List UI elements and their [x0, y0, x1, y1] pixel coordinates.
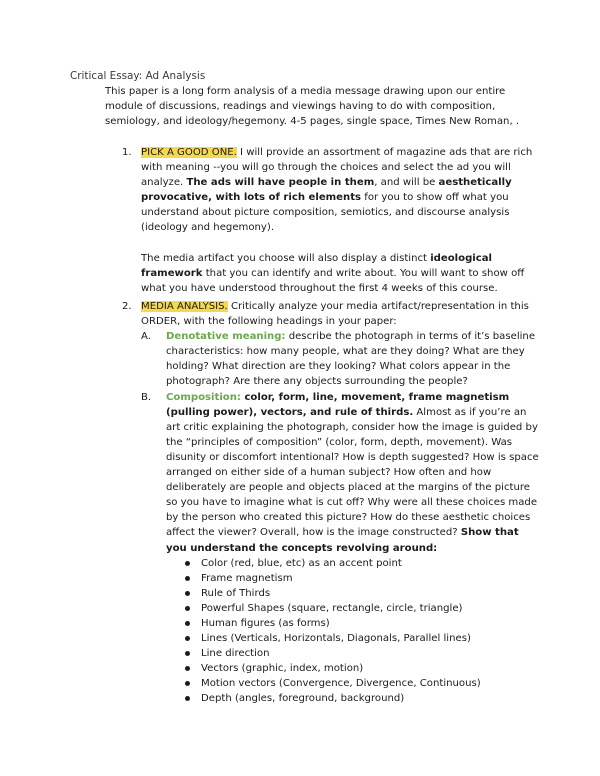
- document-title: Critical Essay: Ad Analysis: [70, 70, 206, 82]
- bullet-icon: [185, 636, 190, 641]
- list-item: Line direction: [183, 646, 542, 661]
- highlighted-heading: MEDIA ANALYSIS.: [141, 301, 228, 312]
- list-item: Lines (Verticals, Horizontals, Diagonals, Parallel lines): [183, 631, 542, 646]
- sub-heading: Denotative meaning:: [166, 331, 286, 343]
- list-number: 2.: [122, 301, 132, 312]
- list-item: Motion vectors (Convergence, Divergence, Continuous): [183, 676, 542, 691]
- bullet-icon: [185, 681, 190, 686]
- highlighted-heading: PICK A GOOD ONE.: [141, 147, 237, 158]
- bullet-icon: [185, 621, 190, 626]
- text: that you can identify and write about. You will want to show off what you have understood throughout the first 4 weeks of this course.: [141, 267, 525, 294]
- list-item-1: [122, 145, 542, 296]
- text: , and will be: [374, 177, 439, 189]
- list-item: Frame magnetism: [183, 571, 542, 586]
- text: I will provide an assortment of magazine ads that are rich with meaning --you will go through the choices and select the ad you will analyze.: [141, 147, 533, 189]
- bullet-icon: [185, 576, 190, 581]
- list-number: 1.: [122, 147, 132, 158]
- list-item-2: [122, 299, 542, 707]
- list-item-2-body: [141, 299, 542, 329]
- list-item-1-body: [141, 145, 542, 296]
- sub-item-a: [141, 329, 542, 389]
- text: The media artifact you choose will also display a distinct: [141, 252, 431, 264]
- text: Critically analyze your media artifact/representation in this ORDER, with the following headings in your paper:: [141, 301, 529, 328]
- sub-item-b: [141, 390, 542, 556]
- list-item: Human figures (as forms): [183, 616, 542, 631]
- text: for you to show off what you understand about picture composition, semiotics, and discourse analysis (ideology and hegemony).: [141, 192, 510, 234]
- sub-letter: A.: [141, 331, 151, 343]
- list-item: Color (red, blue, etc) as an accent point: [183, 556, 542, 571]
- bold-text: The ads will have people in them: [186, 177, 375, 189]
- bullet-list: [183, 556, 542, 707]
- list-item: Rule of Thirds: [183, 586, 542, 601]
- bold-text: color, form, line, movement, frame magnetism (pulling power), vectors, and rule of thirds.: [166, 391, 510, 418]
- bullet-icon: [185, 651, 190, 656]
- sub-letter: B.: [141, 391, 152, 403]
- bullet-icon: [185, 591, 190, 596]
- bullet-icon: [185, 666, 190, 671]
- bold-text: ideological framework: [141, 252, 493, 279]
- list-item-1-paragraph-2: [141, 251, 542, 296]
- list-item: Vectors (graphic, index, motion): [183, 661, 542, 676]
- text: Almost as if you’re an art critic explaining the photograph, consider how the image is guided by the “principles of composition” (color, form, depth, movement). Was disunity or discomfort intentional? How is depth suggested? How is space arranged on either side of a human subject? How often and how deliberately are people and objects placed at the margins of the picture so you have to imagine what is cut off? Why were all these choices made by the person who created this picture? How do these aesthetic choices affect the viewer? Overall, how is the image constructed?: [166, 406, 539, 539]
- sub-heading: Composition:: [166, 391, 241, 403]
- bold-text: aesthetically provocative, with lots of rich elements: [141, 177, 512, 204]
- text: describe the photograph in terms of it’s baseline characteristics: how many people, what are they doing? What are they holding? What direction are they looking? What colors appear in the photograph? Are there any objects surrounding the people?: [166, 331, 536, 388]
- bullet-icon: [185, 561, 190, 566]
- intro-paragraph: This paper is a long form analysis of a media message drawing upon our entire module of discussions, readings and viewings having to do with composition, semiology, and ideology/hegemony. 4-5 pages, single space, Times New Roman, .: [105, 86, 520, 128]
- list-item: Powerful Shapes (square, rectangle, circle, triangle): [183, 601, 542, 616]
- bold-text: Show that you understand the concepts revolving around:: [166, 527, 519, 554]
- list-item: Depth (angles, foreground, background): [183, 691, 542, 706]
- bullet-icon: [185, 606, 190, 611]
- bullet-icon: [185, 696, 190, 701]
